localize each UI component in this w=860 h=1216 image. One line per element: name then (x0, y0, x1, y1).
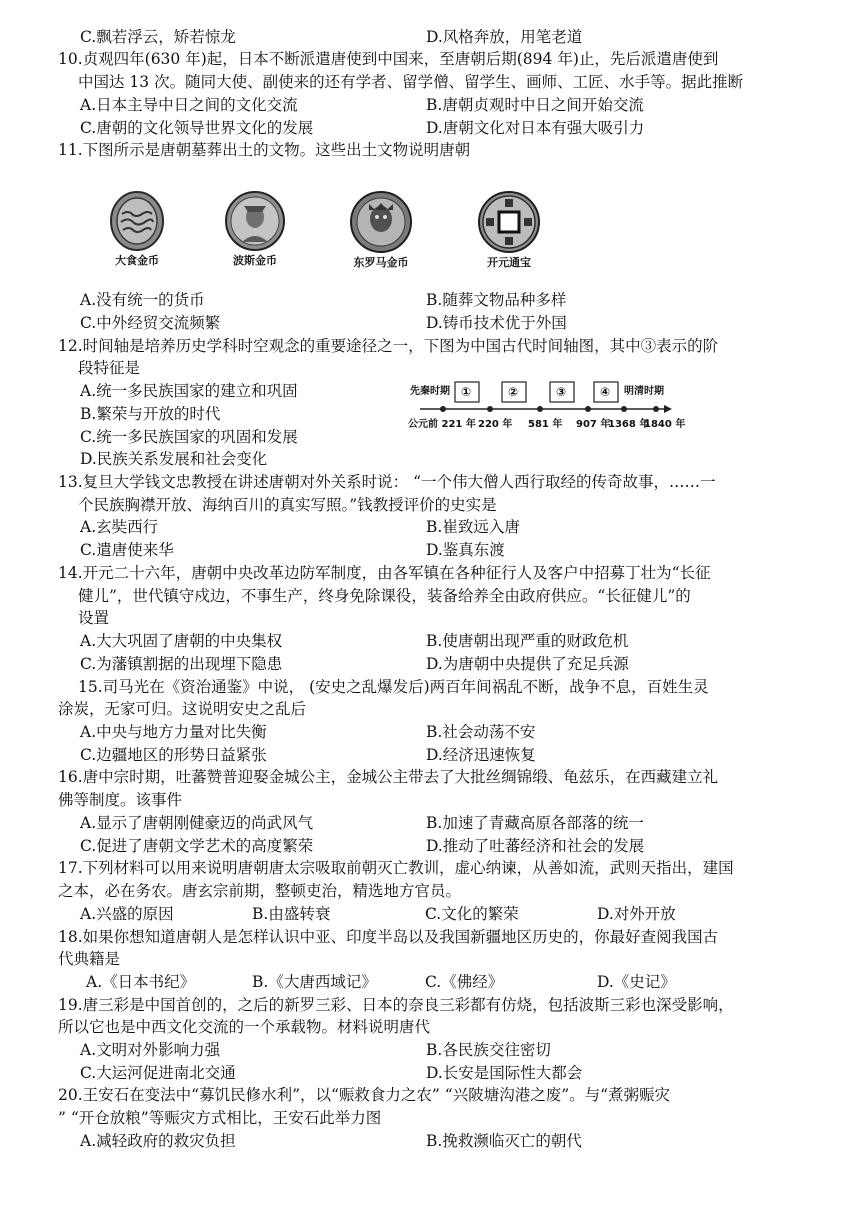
timeline-box-3: ③ (556, 385, 567, 399)
coin-figure (92, 190, 562, 290)
q9-option-d[interactable]: D.风格奔放，用笔老道 (426, 28, 583, 46)
q19-option-d[interactable]: D.长安是国际性大都会 (426, 1064, 583, 1082)
q10-stem-line2: 中国达 13 次。随同大使、副使来的还有学者、留学僧、留学生、画师、工匠、水手等。据此推断 (78, 73, 744, 91)
q10-stem-line1: 10.贞观四年(630 年)起，日本不断派遣唐使到中国来，至唐朝后期(894 年)止，先后派遣唐使到 (58, 50, 719, 68)
q16-option-c[interactable]: C.促进了唐朝文学艺术的高度繁荣 (80, 837, 314, 855)
q16-option-b[interactable]: B.加速了青藏高原各部落的统一 (426, 814, 644, 832)
q18-option-c[interactable]: C.《佛经》 (425, 973, 504, 991)
q13-stem-line2: 个民族胸襟开放、海纳百川的真实写照。”钱教授评价的史实是 (78, 496, 497, 514)
coin-caption-persian: 波斯金币 (233, 254, 277, 267)
q16-option-a[interactable]: A.显示了唐朝刚健豪迈的尚武风气 (80, 814, 314, 832)
timeline-box-4: ④ (600, 385, 611, 399)
timeline-tick-5: 1368 年 (608, 419, 650, 430)
q19-option-c[interactable]: C.大运河促进南北交通 (80, 1064, 236, 1082)
coin-caption-byzantine: 东罗马金币 (353, 256, 409, 269)
q14-stem-line2: 健儿”，世代镇守戍边，不事生产，终身免除课役，装备给养全由政府供应。“长征健儿”的 (78, 587, 691, 605)
q18-option-a[interactable]: A.《日本书纪》 (86, 973, 196, 991)
q12-option-a[interactable]: A.统一多民族国家的建立和巩固 (80, 382, 298, 400)
q10-option-c[interactable]: C.唐朝的文化领导世界文化的发展 (80, 119, 314, 137)
q12-option-d[interactable]: D.民族关系发展和社会变化 (80, 450, 268, 468)
coin-persian (210, 190, 300, 268)
q20-option-b[interactable]: B.挽救濒临灭亡的朝代 (426, 1132, 582, 1150)
coin-kaiyuan (464, 190, 554, 270)
q15-stem-line1: 15.司马光在《资治通鉴》中说， (安史之乱爆发后)两百年间祸乱不断，战争不息，百姓生灵 (78, 678, 709, 696)
timeline-figure (408, 376, 686, 436)
q10-option-a[interactable]: A.日本主导中日之间的文化交流 (80, 96, 298, 114)
q14-option-b[interactable]: B.使唐朝出现严重的财政危机 (426, 632, 629, 650)
timeline-tick-1: 公元前 221 年 (408, 419, 476, 430)
q12-option-c[interactable]: C.统一多民族国家的巩固和发展 (80, 428, 298, 446)
timeline-tick-4: 907 年 (576, 419, 611, 430)
coin-dinar (92, 190, 182, 268)
arabic-gold-coin-icon (108, 190, 166, 252)
q17-option-a[interactable]: A.兴盛的原因 (80, 905, 174, 923)
q15-option-c[interactable]: C.边疆地区的形势日益紧张 (80, 746, 267, 764)
byzantine-gold-coin-icon (349, 190, 413, 254)
q14-stem-line1: 14.开元二十六年，唐朝中央改革边防军制度，由各军镇在各种征行人及客户中招募丁壮为“长征 (58, 564, 711, 582)
timeline-left-label: 先秦时期 (410, 386, 450, 397)
q14-option-d[interactable]: D.为唐朝中央提供了充足兵源 (426, 655, 629, 673)
coin-caption-kaiyuan: 开元通宝 (487, 256, 531, 269)
q14-option-c[interactable]: C.为藩镇割据的出现埋下隐患 (80, 655, 283, 673)
q10-option-b[interactable]: B.唐朝贞观时中日之间开始交流 (426, 96, 644, 114)
q16-stem-line2: 佛等制度。该事件 (58, 791, 183, 809)
timeline-box-1: ① (461, 385, 472, 399)
q11-option-a[interactable]: A.没有统一的货币 (80, 291, 205, 309)
q18-option-b[interactable]: B.《大唐西域记》 (252, 973, 377, 991)
q19-option-a[interactable]: A.文明对外影响力强 (80, 1041, 221, 1059)
q19-stem-line1: 19.唐三彩是中国首创的，之后的新罗三彩、日本的奈良三彩都有仿烧，包括波斯三彩也深受影响， (58, 996, 734, 1014)
q19-option-b[interactable]: B.各民族交往密切 (426, 1041, 551, 1059)
q15-stem-line2: 涂炭，无家可归。这说明安史之乱后 (58, 700, 307, 718)
persian-gold-coin-icon (224, 190, 286, 252)
q9-option-c[interactable]: C.飘若浮云，矫若惊龙 (80, 28, 236, 46)
q10-option-d[interactable]: D.唐朝文化对日本有强大吸引力 (426, 119, 645, 137)
q15-option-d[interactable]: D.经济迅速恢复 (426, 746, 536, 764)
q18-stem-line1: 18.如果你想知道唐朝人是怎样认识中亚、印度半岛以及我国新疆地区历史的，你最好查阅我国古 (58, 928, 719, 946)
q17-option-c[interactable]: C.文化的繁荣 (425, 905, 519, 923)
q17-option-d[interactable]: D.对外开放 (597, 905, 676, 923)
q15-option-a[interactable]: A.中央与地方力量对比失衡 (80, 723, 267, 741)
q13-option-d[interactable]: D.鉴真东渡 (426, 541, 505, 559)
timeline-tick-6: 1840 年 (644, 419, 686, 430)
coin-byzantine (336, 190, 426, 270)
timeline-tick-2: 220 年 (478, 419, 513, 430)
timeline-box-2: ② (508, 385, 519, 399)
q13-stem-line1: 13.复旦大学钱文忠教授在讲述唐朝对外关系时说： “一个伟大僧人西行取经的传奇故事，……一 (58, 473, 716, 491)
q15-option-b[interactable]: B.社会动荡不安 (426, 723, 536, 741)
q12-option-b[interactable]: B.繁荣与开放的时代 (80, 405, 221, 423)
q11-stem: 11.下图所示是唐朝墓葬出土的文物。这些出土文物说明唐朝 (58, 141, 471, 159)
q16-option-d[interactable]: D.推动了吐蕃经济和社会的发展 (426, 837, 645, 855)
q13-option-a[interactable]: A.玄奘西行 (80, 518, 159, 536)
q17-stem-line1: 17.下列材料可以用来说明唐朝唐太宗吸取前朝灭亡教训，虚心纳谏，从善如流，武则天指出，建国 (58, 859, 734, 877)
q17-option-b[interactable]: B.由盛转衰 (252, 905, 331, 923)
q16-stem-line1: 16.唐中宗时期，吐蕃赞普迎娶金城公主，金城公主带去了大批丝绸锦缎、龟兹乐，在西藏建立礼 (58, 768, 719, 786)
q13-option-b[interactable]: B.崔致远入唐 (426, 518, 520, 536)
q11-option-c[interactable]: C.中外经贸交流频繁 (80, 314, 221, 332)
coin-caption-dinar: 大食金币 (115, 254, 159, 267)
q12-stem-line1: 12.时间轴是培养历史学科时空观念的重要途径之一，下图为中国古代时间轴图，其中③表示的阶 (58, 337, 719, 355)
q12-stem-line2: 段特征是 (78, 359, 141, 377)
q20-stem-line1: 20.王安石在变法中“募饥民修水利”，以“赈救食力之农” “兴陂塘沟港之废”。与“煮粥赈灾 (58, 1086, 671, 1104)
q14-stem-line3: 设置 (78, 609, 110, 627)
timeline-right-label: 明清时期 (624, 386, 664, 397)
q20-stem-line2: ” “开仓放粮”等赈灾方式相比，王安石此举力图 (58, 1109, 382, 1127)
q13-option-c[interactable]: C.遣唐使来华 (80, 541, 174, 559)
q18-option-d[interactable]: D.《史记》 (597, 973, 676, 991)
q11-option-d[interactable]: D.铸币技术优于外国 (426, 314, 567, 332)
q18-stem-line2: 代典籍是 (58, 950, 121, 968)
q14-option-a[interactable]: A.大大巩固了唐朝的中央集权 (80, 632, 283, 650)
q11-option-b[interactable]: B.随葬文物品种多样 (426, 291, 567, 309)
timeline-tick-3: 581 年 (528, 419, 563, 430)
q20-option-a[interactable]: A.减轻政府的救灾负担 (80, 1132, 236, 1150)
kaiyuan-tongbao-coin-icon (477, 190, 541, 254)
q17-stem-line2: 之本，必在务农。唐玄宗前期，整顿吏治，精选地方官员。 (58, 882, 462, 900)
q19-stem-line2: 所以它也是中西文化交流的一个承载物。材料说明唐代 (58, 1018, 431, 1036)
